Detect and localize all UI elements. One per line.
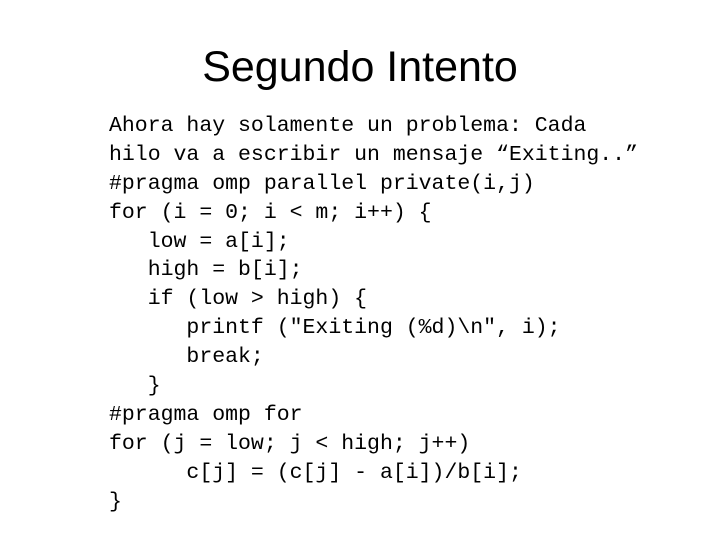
code-line-printf: printf ("Exiting (%d)\n", i); <box>109 316 561 341</box>
code-block <box>109 112 638 516</box>
code-line-for-i: for (i = 0; i < m; i++) { <box>109 200 432 225</box>
code-line-pragma-parallel: #pragma omp parallel private(i,j) <box>109 171 535 196</box>
code-line-pragma-for: #pragma omp for <box>109 402 303 427</box>
code-line-close-for: } <box>109 489 122 514</box>
code-line-high: high = b[i]; <box>109 258 303 283</box>
code-line-assign: c[j] = (c[j] - a[i])/b[i]; <box>109 460 522 485</box>
text-line-1: Ahora hay solamente un problema: Cada <box>109 114 587 138</box>
slide-title: Segundo Intento <box>202 43 518 91</box>
code-line-low: low = a[i]; <box>109 229 290 254</box>
code-line-break: break; <box>109 345 264 370</box>
text-line-2: hilo va a escribir un mensaje “Exiting..” <box>109 142 638 167</box>
code-line-if: if (low > high) { <box>109 287 368 312</box>
code-line-close-if: } <box>109 374 161 399</box>
code-line-for-j: for (j = low; j < high; j++) <box>109 431 471 456</box>
